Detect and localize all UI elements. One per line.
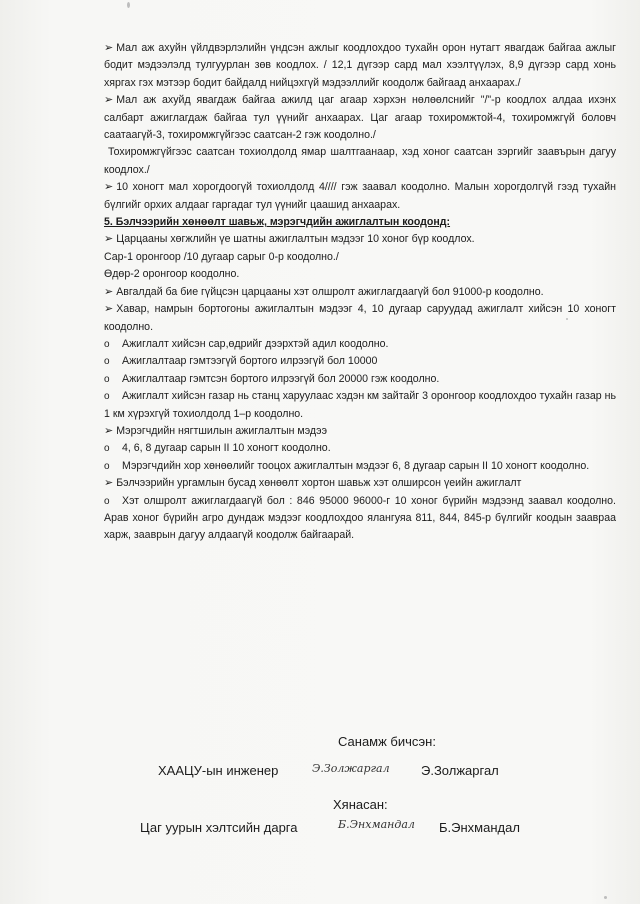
list-item: o Хэт олшролт ажиглагдаагүй бол : 846 95000 96000-г 10 хоног бүрийн мэдээнд заавал коодолно. Арав хоног бүрийн агро дундаж мэдээг коодлохдоо ялангуяа 811, 844, 845-р бүлгийг коодын зааврaa харж, зааврын дагуу алдаагүй коодолж байгаарай. <box>104 494 616 542</box>
arrow-bullet-icon: ➢ <box>104 424 114 437</box>
arrow-bullet-icon: ➢ <box>104 285 114 298</box>
list-item: ➢ Хавар, намрын бортогоны ажиглалтын мэдээг 4, 10 дугаар саруудад ажиглалт хийсэн 10 хоногт коодолно. <box>104 303 616 333</box>
list-item: o Мэрэгчдийн хор хөнөөлийг тооцох ажиглалтын мэдээг 6, 8 дугаар сарын II 10 хоногт коодолно. <box>104 458 616 475</box>
circle-bullet-icon: o <box>104 495 110 507</box>
arrow-bullet-icon: ➢ <box>104 303 114 316</box>
paper-speck <box>127 2 130 8</box>
chief-title: Цаг уурын хэлтсийн дарга <box>140 820 298 835</box>
arrow-bullet-icon: ➢ <box>104 42 114 54</box>
engineer-title: ХААЦУ-ын инженер <box>158 763 279 778</box>
circle-bullet-icon: o <box>104 443 110 455</box>
chief-name: Б.Энхмандал <box>439 820 520 835</box>
paragraph: Сар-1 оронгоор /10 дугаар сарыг 0-р коодолно./ <box>104 250 339 263</box>
engineer-name: Э.Золжаргал <box>421 763 499 778</box>
list-item: o Ажиглалт хийсэн газар нь станц харуулаас хэдэн км зайтайг 3 оронгоор коодлохдоо тухайн газар нь 1 км хүрэхгүй тохиолдолд 1–р коодолно. <box>104 390 616 420</box>
chief-signature: Б.Энхмандал <box>338 818 415 831</box>
arrow-bullet-icon: ➢ <box>104 94 114 107</box>
list-item: ➢ Мэрэгчдийн нягтшилын ажиглалтын мэдээ <box>104 424 327 437</box>
engineer-signature: Э.Золжаргал <box>312 762 390 775</box>
circle-bullet-icon: o <box>104 373 110 385</box>
paragraph: Тохиромжгүйгээс саатсан тохиолдолд ямар шалтгаанаар, хэд хоног саатсан зэргийг заавърын дагуу коодлох./ <box>104 146 616 176</box>
arrow-bullet-icon: ➢ <box>104 181 114 194</box>
arrow-bullet-icon: ➢ <box>104 233 114 246</box>
circle-bullet-icon: o <box>104 338 110 350</box>
list-item: ➢ Мал аж ахуйн үйлдвэрлэлийн үндсэн ажлыг коодлохдоо тухайн орон нутагт явагдаж байгаа ажлыг бодит мэдээлэлд тулгуурлан зөв коодлох. / 12,1 дүгээр сард мал хээлтүүлэх, 8,9 дүгээр сард хонь хяргах гэх мэтээр бодит байдалд нийцэхгүй мэдээллийг коодолж байгаад анхаарах./ <box>104 42 616 89</box>
compiled-label: Санамж бичсэн: <box>338 734 436 749</box>
list-item: ➢ Мал аж ахуйд явагдаж байгаа ажилд цаг агаар хэрхэн нөлөөлснийг "/"-р коодлох алдаа ихэнх салбарт ажиглагдаж байгаа тул үүнийг анхаарах. Цаг агаар тохиромжтой-4, тохиромжгүй боловч саатаагүй-3, тохиромжгүйгээс саатсан-2 гэж коодолно./ <box>104 94 616 142</box>
circle-bullet-icon: o <box>104 356 110 368</box>
list-item: o Ажиглалтаар гэмтээгүй бортого илрээгүй бол 10000 <box>104 353 616 370</box>
list-item: ➢ Царцааны хөгжлийн үе шатны ажиглалтын мэдээг 10 хоног бүр коодлох. <box>104 233 475 246</box>
list-item: ➢ Авгалдай ба бие гүйцсэн царцааны хэт олшролт ажиглагдаагүй бол 91000-р коодолно. <box>104 285 544 298</box>
circle-bullet-icon: o <box>104 391 110 403</box>
list-item: ➢ 10 хоногт мал хорогдоогүй тохиолдолд 4//// гэж заавал коодолно. Малын хорогдолгүй гээд тухайн бүлгийг орхих алдааг гаргадаг тул үүнийг цаашид анхаарах. <box>104 181 616 211</box>
section-heading: 5. Бэлчээрийн хөнөөлт шавьж, мэрэгчдийн ажиглалтын коодонд: <box>104 216 451 229</box>
circle-bullet-icon: o <box>104 460 110 472</box>
document-body <box>104 40 616 545</box>
checked-label: Хянасан: <box>333 797 388 812</box>
list-item: o Ажиглалтаар гэмтсэн бортого илрээгүй бол 20000 гэж коодолно. <box>104 371 616 388</box>
list-item: o 4, 6, 8 дугаар сарын II 10 хоногт коодолно. <box>104 440 616 457</box>
arrow-bullet-icon: ➢ <box>104 477 114 490</box>
paragraph: Өдөр-2 оронгоор коодолно. <box>104 268 240 281</box>
list-item: ➢ Бэлчээрийн ургамлын бусад хөнөөлт хортон шавьж хэт олширсон үеийн ажиглалт <box>104 477 522 490</box>
list-item: o Ажиглалт хийсэн сар,өдрийг дээрхтэй адил коодолно. <box>104 336 616 353</box>
paper-speck <box>604 896 607 899</box>
